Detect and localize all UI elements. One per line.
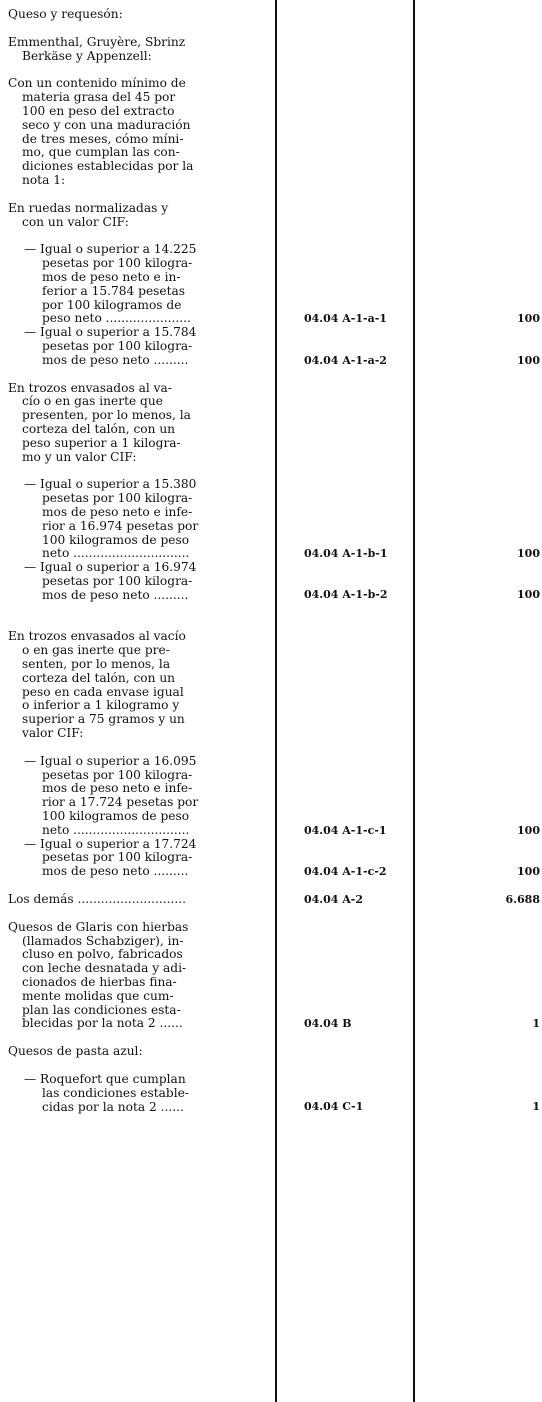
table-row	[8, 838, 538, 879]
table-row	[8, 326, 538, 367]
table-row	[8, 630, 538, 740]
row-subitem-description: — Roquefort que cumplan las condiciones estable- cidas por la nota 2 ......	[24, 1072, 189, 1114]
duty-rate: 6.688	[505, 892, 540, 906]
table-row	[8, 36, 538, 64]
duty-rate: 100	[517, 823, 540, 837]
row-description: Quesos de Glaris con hierbas (llamados Schabziger), in- cluso en polvo, fabricados con leche desnatada y adi- cionados de hierbas fina- mente molidas que cum- plan las condiciones esta- blecidas por la nota 2 ......	[8, 919, 189, 1031]
row-description: Queso y requesón:	[8, 7, 123, 21]
tariff-code: 04.04 A-1-a-1	[304, 312, 387, 326]
table-row	[8, 893, 538, 907]
row-description: Los demás ............................	[8, 892, 186, 907]
row-subitem-description: — Igual o superior a 16.974 pesetas por 100 kilogra- mos de peso neto .........	[24, 560, 197, 602]
table-row	[8, 202, 538, 230]
table-row	[8, 382, 538, 465]
tariff-code: 04.04 C-1	[304, 1100, 364, 1114]
table-row	[8, 77, 538, 187]
row-description: Emmenthal, Gruyère, Sbrinz Berkäse y Appenzell:	[8, 34, 186, 63]
row-description: En trozos envasados al vacío o en gas inerte que pre- senten, por lo menos, la corteza del talón, con un peso en cada envase igual o inferior a 1 kilogramo y superior a 75 gramos y un valor CIF:	[8, 629, 186, 741]
tariff-code: 04.04 A-1-b-1	[304, 547, 388, 561]
tariff-table	[8, 8, 538, 1114]
table-row	[8, 561, 538, 602]
duty-rate: 100	[517, 865, 540, 879]
row-subitem-description: — Igual o superior a 14.225 pesetas por 100 kilogra- mos de peso neto e in- ferior a 15.784 pesetas por 100 kilogramos de peso neto ......................	[24, 242, 197, 326]
table-row	[8, 243, 538, 326]
table-row	[8, 755, 538, 838]
row-subitem-description: — Igual o superior a 15.784 pesetas por 100 kilogra- mos de peso neto .........	[24, 325, 197, 367]
row-description: Con un contenido mínimo de materia grasa del 45 por 100 en peso del extracto seco y con una maduración de tres meses, cómo míni- mo, que cumplan las con- diciones establecidas por la nota 1:	[8, 76, 194, 187]
table-row	[8, 921, 538, 1031]
duty-rate: 100	[517, 588, 540, 602]
row-subitem-description: — Igual o superior a 16.095 pesetas por 100 kilogra- mos de peso neto e infe- rior a 17.724 pesetas por 100 kilogramos de peso neto ..............................	[24, 753, 199, 837]
row-description: Quesos de pasta azul:	[8, 1044, 143, 1059]
tariff-code: 04.04 A-2	[304, 892, 364, 906]
tariff-code: 04.04 A-1-c-2	[304, 865, 387, 879]
table-row	[8, 1073, 538, 1114]
table-row	[8, 478, 538, 561]
row-subitem-description: — Igual o superior a 17.724 pesetas por 100 kilogra- mos de peso neto .........	[24, 836, 197, 879]
table-row	[8, 8, 538, 22]
tariff-code: 04.04 B	[304, 1017, 352, 1031]
row-subitem-description: — Igual o superior a 15.380 pesetas por 100 kilogra- mos de peso neto e infe- rior a 16.974 pesetas por 100 kilogramos de peso neto ..............................	[24, 477, 199, 561]
tariff-code: 04.04 A-1-b-2	[304, 588, 388, 602]
table-row	[8, 1045, 538, 1059]
duty-rate: 100	[517, 547, 540, 561]
row-description: En trozos envasados al va- cío o en gas inerte que presenten, por lo menos, la corteza del talón, con un peso superior a 1 kilogra- mo y un valor CIF:	[8, 380, 191, 464]
tariff-code: 04.04 A-1-a-2	[304, 353, 387, 367]
duty-rate: 100	[517, 312, 540, 326]
duty-rate: 1	[532, 1017, 540, 1031]
tariff-code: 04.04 A-1-c-1	[304, 823, 387, 837]
duty-rate: 1	[532, 1100, 540, 1114]
duty-rate: 100	[517, 353, 540, 367]
row-description: En ruedas normalizadas y con un valor CIF:	[8, 200, 169, 229]
